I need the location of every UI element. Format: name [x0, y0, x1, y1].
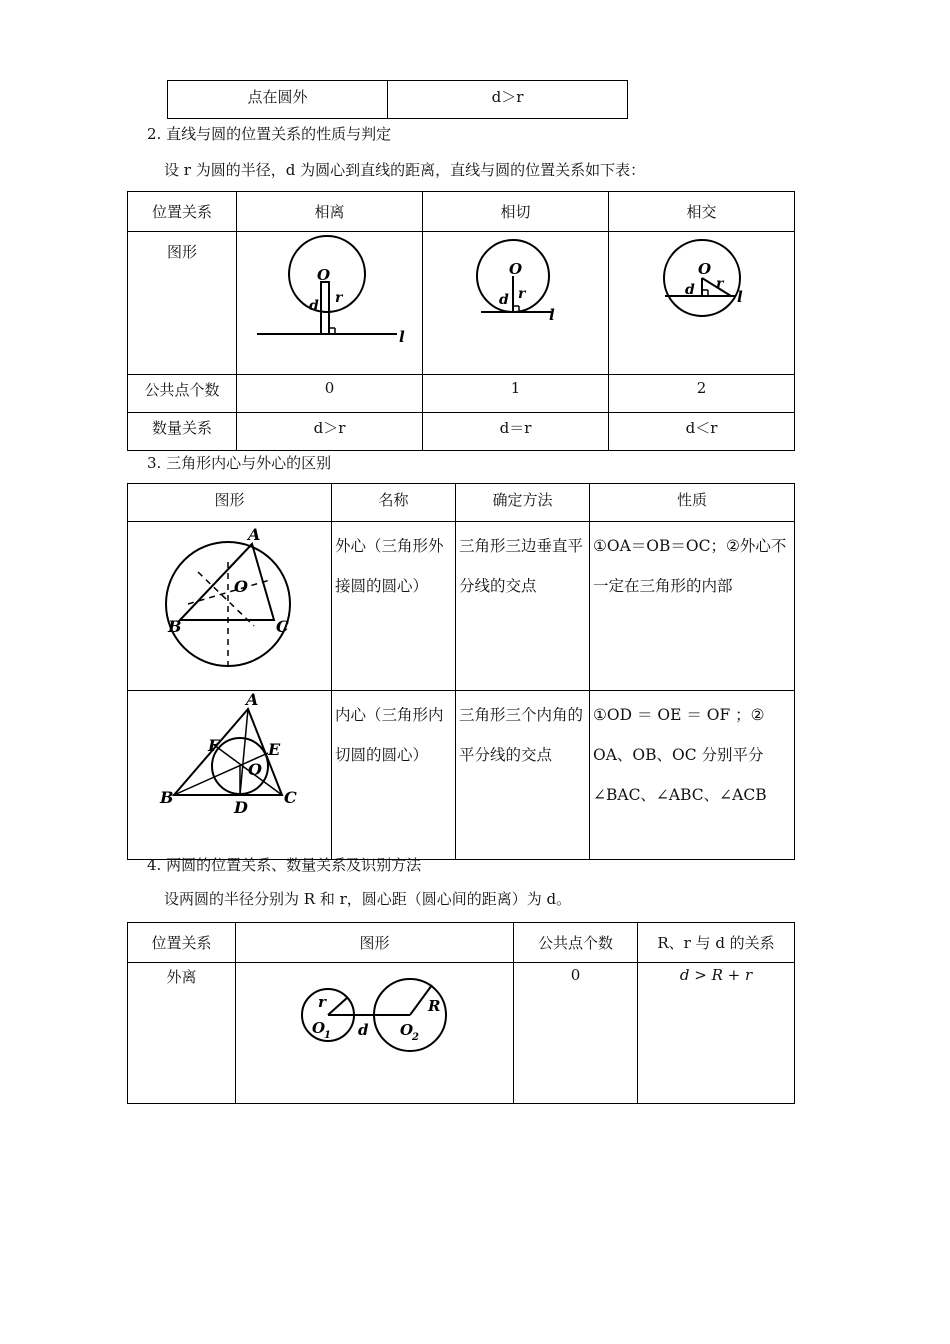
incenter-label-e: E: [268, 740, 281, 759]
separate-label-l: l: [399, 328, 405, 346]
intersect-label-r: r: [716, 276, 724, 292]
circle-label-o2-sub: 2: [412, 1032, 419, 1043]
pos-label: 点在圆外: [247, 88, 308, 106]
figure-intersect: [609, 232, 795, 375]
header-property: 性质: [590, 484, 795, 522]
intersect-diagram: [609, 232, 795, 370]
tangent-label-l: l: [549, 306, 555, 324]
circumcenter-method: 三角形三边垂直平分线的交点: [456, 522, 590, 691]
header-tangent: 相切: [423, 192, 609, 232]
header-name: 名称: [332, 484, 456, 522]
incenter-method: 三角形三个内角的平分线的交点: [456, 691, 590, 860]
circle-label-d: d: [358, 1021, 369, 1039]
circle-label-r: r: [318, 993, 326, 1011]
circle-label-R: R: [428, 997, 441, 1015]
circumcenter-label-o: O: [234, 577, 248, 596]
incenter-label-o: O: [248, 760, 262, 779]
relation-value: d > R + r: [638, 963, 795, 1104]
section2-title: 2. 直线与圆的位置关系的性质与判定: [147, 125, 392, 143]
point-position-table: [167, 80, 628, 119]
row-label-count: 公共点个数: [128, 375, 237, 413]
intersect-label-o: O: [698, 260, 712, 278]
circumcenter-label-c: C: [276, 617, 289, 636]
section2-intro: 设 r 为圆的半径，d 为圆心到直线的距离，直线与圆的位置关系如下表：: [164, 161, 646, 179]
incenter-property: ①OD ＝ OE ＝ OF ；② OA、OB、OC 分别平分∠BAC、∠ABC、∠ACB: [590, 691, 795, 860]
figure-separate: [237, 232, 423, 375]
pos-label-cell: [168, 81, 388, 119]
relation-tangent: d＝r: [423, 413, 609, 451]
circumcenter-diagram: [128, 522, 332, 686]
circumcenter-figure: [128, 522, 332, 691]
incenter-figure: [128, 691, 332, 860]
incenter-label-c: C: [284, 788, 297, 807]
figure-tangent: [423, 232, 609, 375]
incenter-label-b: B: [160, 788, 174, 807]
header-relation: R、r 与 d 的关系: [638, 923, 795, 963]
header-separate: 相离: [237, 192, 423, 232]
separate-label-d: d: [309, 298, 319, 314]
incenter-diagram: [128, 691, 332, 855]
circumcenter-property: ①OA＝OB＝OC；②外心不一定在三角形的内部: [590, 522, 795, 691]
row-label-figure: 图形: [128, 232, 237, 375]
separate-label-o: O: [317, 266, 331, 284]
two-circles-figure: [236, 963, 514, 1104]
section4-title: 4. 两圆的位置关系、数量关系及识别方法: [147, 856, 422, 874]
row-label-separate: 外离: [128, 963, 236, 1104]
header-position: 位置关系: [128, 923, 236, 963]
header-intersect: 相交: [609, 192, 795, 232]
tangent-label-o: O: [509, 260, 523, 278]
relation-value: d＞r: [491, 88, 524, 106]
count-intersect: 2: [609, 375, 795, 413]
header-figure: 图形: [236, 923, 514, 963]
count-tangent: 1: [423, 375, 609, 413]
incenter-label-a: A: [246, 691, 259, 709]
circumcenter-label-b: B: [168, 617, 182, 636]
relation-intersect: d＜r: [609, 413, 795, 451]
circle-label-o1-sub: 1: [324, 1030, 331, 1041]
relation-separate: d＞r: [237, 413, 423, 451]
section3-title: 3. 三角形内心与外心的区别: [147, 454, 332, 472]
relation-cell: [388, 81, 628, 119]
line-circle-table: [127, 191, 795, 451]
common-points-value: 0: [514, 963, 638, 1104]
incenter-name: 内心（三角形内切圆的圆心）: [332, 691, 456, 860]
separate-diagram: [237, 232, 423, 370]
tangent-label-r: r: [518, 286, 526, 302]
header-position: 位置关系: [128, 192, 237, 232]
circle-label-o2: O: [400, 1021, 414, 1039]
intersect-label-d: d: [685, 282, 695, 298]
intersect-label-l: l: [737, 288, 743, 306]
header-common-points: 公共点个数: [514, 923, 638, 963]
circumcenter-name: 外心（三角形外接圆的圆心）: [332, 522, 456, 691]
tangent-label-d: d: [499, 292, 509, 308]
circumcenter-label-a: A: [248, 525, 261, 544]
triangle-centers-table: [127, 483, 795, 860]
incenter-label-d: D: [234, 798, 248, 817]
separate-label-r: r: [335, 290, 343, 306]
header-method: 确定方法: [456, 484, 590, 522]
count-separate: 0: [237, 375, 423, 413]
circle-label-o1: O: [312, 1019, 326, 1037]
incenter-label-f: F: [208, 736, 220, 755]
tangent-diagram: [423, 232, 609, 370]
row-label-relation: 数量关系: [128, 413, 237, 451]
header-figure: 图形: [128, 484, 332, 522]
two-circles-diagram: [236, 963, 514, 1099]
two-circles-table: [127, 922, 795, 1104]
section4-intro: 设两圆的半径分别为 R 和 r，圆心距（圆心间的距离）为 d。: [164, 890, 572, 908]
